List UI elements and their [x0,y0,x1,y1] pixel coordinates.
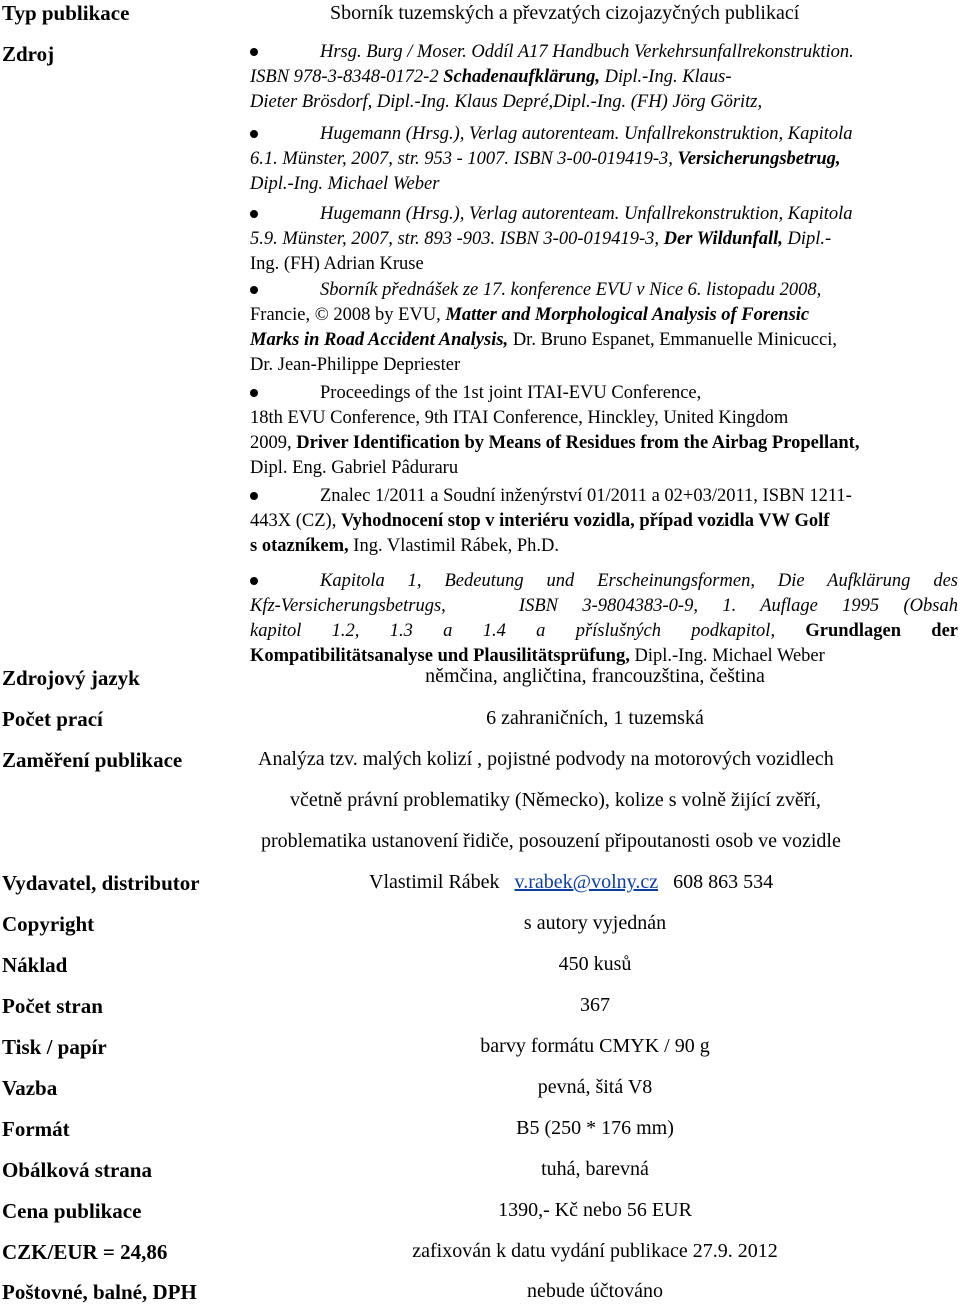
source-year: 2009, [250,433,297,453]
label-postovne: Poštovné, balné, DPH [2,1280,197,1304]
source-entry-5 [250,381,958,481]
label-kurz: CZK/EUR = 24,86 [2,1240,168,1264]
source-authors: Dipl. Eng. Gabriel Pâduraru [250,458,459,478]
source-entry-7 [250,569,958,669]
source-isbn: 6.1. Münster, 2007, str. 953 - 1007. ISBN 3-00-019419-3, [250,149,678,169]
value-typ-publikace: Sborník tuzemských a převzatých cizojazyčných publikací [330,2,800,24]
source-authors: Dipl.-Ing. Michael Weber [250,174,440,194]
label-copyright: Copyright [2,912,95,936]
bullet-icon [250,286,258,294]
value-vydavatel [369,869,773,895]
value-pocet-praci: 6 zahraničních, 1 tuzemská [486,707,704,729]
label-vazba: Vazba [2,1076,58,1100]
source-author: Dipl.-Ing. Michael Weber [629,646,825,666]
label-cena-publikace: Cena publikace [2,1199,142,1223]
source-authors: Dieter Brösdorf, Dipl.-Ing. Klaus Depré,Dipl.-Ing. (FH) Jörg Göritz, [250,92,763,112]
source-entry-text: Znalec 1/2011 a Soudní inženýrství 01/2011 a 02+03/2011, ISBN 1211- [320,486,852,506]
bullet-icon [250,210,258,218]
source-title: Matter and Morphological Analysis of Forensic [445,305,810,325]
source-entry-2 [250,122,958,197]
value-zamereni-line-1: Analýza tzv. malých kolizí , pojistné podvody na motorových vozidlech [258,748,834,770]
source-entry-text: Kapitola 1, Bedeutung und Erscheinungsformen, Die Aufklärung des [320,571,958,591]
source-title: Driver Identification by Means of Residues from the Airbag Propellant, [296,433,860,453]
label-naklad: Náklad [2,953,68,977]
source-entry-6 [250,484,958,559]
source-title-cont: Marks in Road Accident Analysis, [250,330,509,350]
value-cena-publikace: 1390,- Kč nebo 56 EUR [498,1199,692,1221]
bullet-icon [250,389,258,397]
label-zdrojovy-jazyk: Zdrojový jazyk [2,666,140,690]
value-vazba: pevná, šitá V8 [537,1076,653,1098]
source-note: kapitol 1.2, 1.3 a 1.4 a příslušných podkapitol, [250,621,806,641]
publisher-phone: 608 863 534 [673,871,774,893]
label-pocet-stran: Počet stran [2,994,103,1018]
value-postovne: nebude účtováno [526,1280,664,1302]
source-title-cont: s otazníkem, [250,536,349,556]
source-entry-text: Hugemann (Hrsg.), Verlag autorenteam. Unfallrekonstruktion, Kapitola [320,204,853,224]
source-list [250,40,958,669]
label-pocet-praci: Počet prací [2,707,103,731]
value-copyright: s autory vyjednán [523,912,667,934]
source-entry-4 [250,278,958,378]
source-author: Dr. Bruno Espanet, Emmanuelle Minicucci, [508,330,837,350]
label-vydavatel: Vydavatel, distributor [2,871,200,895]
source-title: Versicherungsbetrug, [677,149,841,169]
value-zdrojovy-jazyk: němčina, angličtina, francouzština, čeština [425,665,765,687]
value-naklad: 450 kusů [558,953,632,975]
label-zamereni-publikace: Zaměření publikace [2,748,183,772]
source-conference: 18th EVU Conference, 9th ITAI Conference, Hinckley, United Kingdom [250,408,789,428]
source-author: Ing. Vlastimil Rábek, Ph.D. [348,536,560,556]
source-entry-3 [250,202,958,277]
value-kurz: zafixován k datu vydání publikace 27.9. 2012 [412,1240,778,1262]
source-title: Der Wildunfall, [663,229,783,249]
bullet-icon [250,492,258,500]
source-entry-1 [250,40,958,115]
value-zamereni-line-2: včetně právní problematiky (Německo), kolize s volně žijící zvěří, [290,789,821,811]
value-obalkova-strana: tuhá, barevná [541,1158,649,1180]
source-entry-text: Hugemann (Hrsg.), Verlag autorenteam. Unfallrekonstruktion, Kapitola [320,124,853,144]
value-zamereni-line-3: problematika ustanovení řidiče, posouzení připoutanosti osob ve vozidle [261,830,841,852]
bullet-icon [250,48,258,56]
label-obalkova-strana: Obálková strana [2,1158,152,1182]
source-isbn: 5.9. Münster, 2007, str. 893 -903. ISBN 3-00-019419-3, [250,229,664,249]
publisher-email-link[interactable]: v.rabek@volny.cz [514,871,659,893]
source-title: Schadenaufklärung, [443,67,600,87]
source-isbn: ISBN 978-3-8348-0172-2 [250,67,444,87]
source-title: Grundlagen der [805,621,958,641]
source-authors: Ing. (FH) Adrian Kruse [250,254,424,274]
source-isbn: 443X (CZ), [250,511,341,531]
value-tisk-papir: barvy formátu CMYK / 90 g [480,1035,710,1057]
label-typ-publikace: Typ publikace [2,1,130,25]
label-tisk-papir: Tisk / papír [2,1035,107,1059]
label-zdroj: Zdroj [2,42,55,66]
source-author: Dipl.-Ing. Klaus- [599,67,732,87]
source-authors: Dr. Jean-Philippe Depriester [250,355,461,375]
bullet-icon [250,130,258,138]
publisher-name: Vlastimil Rábek [369,871,500,893]
value-pocet-stran: 367 [580,994,610,1016]
source-copyright: Francie, © 2008 by EVU, [250,305,446,325]
label-format: Formát [2,1117,70,1141]
source-title-cont: Kompatibilitätsanalyse und Plausilitätsprüfung, [250,646,630,666]
bullet-icon [250,577,258,585]
source-author: Dipl.- [782,229,832,249]
source-entry-text: Sborník přednášek ze 17. konference EVU v Nice 6. listopadu 2008, [320,280,822,300]
source-title: Vyhodnocení stop v interiéru vozidla, případ vozidla VW Golf [340,511,830,531]
value-format: B5 (250 * 176 mm) [516,1117,674,1139]
source-isbn-line: Kfz-Versicherungsbetrugs, ISBN 3-9804383-0-9, 1. Auflage 1995 (Obsah [250,596,958,616]
source-entry-text: Hrsg. Burg / Moser. Oddíl A17 Handbuch Verkehrsunfallrekonstruktion. [320,42,854,62]
source-entry-text: Proceedings of the 1st joint ITAI-EVU Conference, [320,383,702,403]
